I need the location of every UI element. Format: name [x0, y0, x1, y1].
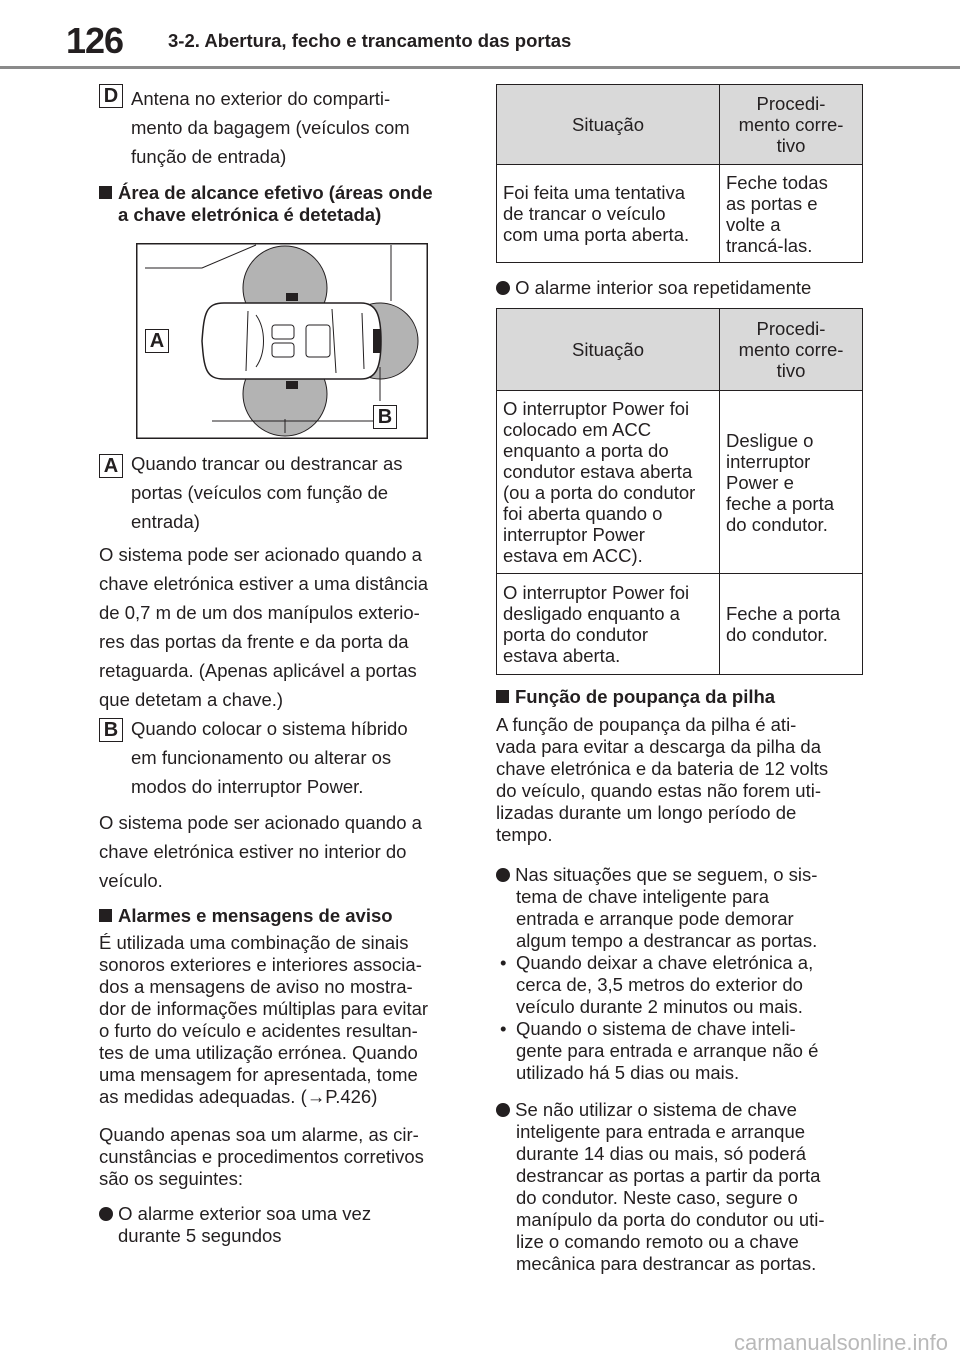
paragraph-line: O sistema pode ser acionado quando a [99, 544, 422, 565]
paragraph-line: res das portas da frente e da porta da [99, 631, 409, 652]
paragraph-line: tempo. [496, 824, 553, 845]
paragraph-line: cunstâncias e procedimentos corretivos [99, 1146, 424, 1167]
bullet-line: destrancar as portas a partir da porta [516, 1165, 821, 1186]
paragraph-line: chave eletrónica e da bateria de 12 volts [496, 758, 829, 779]
dot-bullet-icon: • [500, 952, 507, 973]
bullet-line: utilizado há 5 dias ou mais. [516, 1062, 740, 1083]
area-heading-line: Área de alcance efetivo (áreas onde [118, 182, 433, 203]
label-a: A [99, 454, 123, 478]
section-title: 3-2. Abertura, fecho e trancamento das portas [168, 30, 572, 51]
d-description [131, 84, 410, 171]
battery-bullet-1 [496, 864, 818, 1084]
a-description [131, 449, 403, 536]
paragraph-line: O sistema pode ser acionado quando a [99, 812, 422, 833]
paragraph-line: do veículo, quando estas não forem uti- [496, 780, 821, 801]
area-heading [99, 182, 433, 226]
table-exterior-alarm [496, 84, 863, 263]
label-b: B [99, 718, 123, 742]
bullet-line: Quando o sistema de chave inteli- [516, 1018, 796, 1039]
paragraph-line: de 0,7 m de um dos manípulos exterio- [99, 602, 420, 623]
b-line: em funcionamento ou alterar os [131, 747, 392, 768]
bullet-line: tema de chave inteligente para [516, 886, 770, 907]
paragraph-line: vada para evitar a descarga da pilha da [496, 736, 821, 757]
paragraph-line: veículo. [99, 870, 163, 891]
round-bullet-icon [496, 868, 510, 882]
bullet-line: durante 5 segundos [118, 1225, 282, 1246]
area-heading-line: a chave eletrónica é detetada) [118, 204, 382, 225]
alarm-heading-text: Alarmes e mensagens de aviso [118, 905, 393, 926]
battery-heading [496, 686, 775, 708]
bullet-line: do condutor. Neste caso, segure o [516, 1187, 798, 1208]
square-bullet-icon [99, 909, 112, 922]
bullet-line: mecânica para destrancar as portas. [516, 1253, 817, 1274]
b-description [131, 714, 408, 801]
table-cell: Feche a porta do condutor. [720, 574, 863, 675]
paragraph-line: tes de uma utilização errónea. Quando [99, 1042, 418, 1063]
a-line: portas (veículos com função de [131, 482, 389, 503]
header-rule [0, 66, 960, 69]
bullet-line: veículo durante 2 minutos ou mais. [516, 996, 803, 1017]
paragraph-line: são os seguintes: [99, 1168, 243, 1189]
paragraph-line: que detetam a chave.) [99, 689, 284, 710]
square-bullet-icon [496, 690, 509, 703]
dot-bullet-icon: • [500, 1018, 507, 1039]
paragraph-line: retaguarda. (Apenas aplicável a portas [99, 660, 417, 681]
battery-heading-text: Função de poupança da pilha [515, 686, 776, 707]
paragraph-line: as medidas adequadas. (→P.426) [99, 1086, 378, 1107]
a-paragraph [99, 540, 428, 714]
figure-label-b: B [373, 405, 397, 429]
round-bullet-icon [99, 1207, 113, 1221]
bullet-line: Se não utilizar o sistema de chave [515, 1099, 797, 1120]
alarm-paragraph-2 [99, 1124, 424, 1190]
paragraph-line: dor de informações múltiplas para evitar [99, 998, 429, 1019]
page-number: 126 [66, 20, 124, 61]
b-paragraph [99, 808, 422, 895]
bullet-line: algum tempo a destrancar as portas. [516, 930, 818, 951]
bullet-line: cerca de, 3,5 metros do exterior do [516, 974, 803, 995]
alarm-heading [99, 905, 393, 927]
bullet-line: durante 14 dias ou mais, só poderá [516, 1143, 807, 1164]
int-alarm-bullet [496, 277, 811, 299]
table-header-procedure: Procedi- mento corre- tivo [720, 309, 863, 391]
paragraph-line: A função de poupança da pilha é ati- [496, 714, 797, 735]
bullet-line: inteligente para entrada e arranque [516, 1121, 806, 1142]
bullet-line: lize o comando remoto ou a chave [516, 1231, 799, 1252]
a-line: entrada) [131, 511, 200, 532]
paragraph-line: Quando apenas soa um alarme, as cir- [99, 1124, 419, 1145]
bullet-line: O alarme interior soa repetidamente [515, 277, 812, 298]
d-line: Antena no exterior do comparti- [131, 88, 391, 109]
b-line: Quando colocar o sistema híbrido [131, 718, 408, 739]
paragraph-line: uma mensagem for apresentada, tome [99, 1064, 418, 1085]
label-d: D [99, 84, 123, 108]
paragraph-line: dos a mensagens de aviso no mostra- [99, 976, 413, 997]
paragraph-line: o furto do veículo e acidentes resultan- [99, 1020, 418, 1041]
bullet-line: manípulo da porta do condutor ou uti- [516, 1209, 825, 1230]
figure-label-a: A [145, 329, 169, 353]
ext-alarm-bullet [99, 1203, 371, 1247]
paragraph-line: chave eletrónica estiver a uma distância [99, 573, 429, 594]
bullet-line: Quando deixar a chave eletrónica a, [516, 952, 814, 973]
table-cell: O interruptor Power foi desligado enquanto a porta do condutor estava aberta. [497, 574, 720, 675]
table-cell: Feche todas as portas e volte a trancá-las. [720, 165, 863, 263]
table-interior-alarm [496, 308, 863, 675]
bullet-line: Nas situações que se seguem, o sis- [515, 864, 818, 885]
table-header-situation: Situação [497, 309, 720, 391]
table-cell: O interruptor Power foi colocado em ACC enquanto a porta do condutor estava aberta (ou a porta do condutor foi aberta quando o interruptor Power estava em ACC). [497, 391, 720, 574]
watermark: carmanualsonline.info [733, 1330, 948, 1355]
bullet-line: O alarme exterior soa uma vez [118, 1203, 372, 1224]
b-line: modos do interruptor Power. [131, 776, 364, 797]
round-bullet-icon [496, 281, 510, 295]
table-header-procedure: Procedi- mento corre- tivo [720, 85, 863, 165]
paragraph-line: É utilizada uma combinação de sinais [99, 932, 409, 953]
bullet-line: gente para entrada e arranque não é [516, 1040, 819, 1061]
table-cell: Foi feita uma tentativa de trancar o veículo com uma porta aberta. [497, 165, 720, 263]
d-line: função de entrada) [131, 146, 287, 167]
square-bullet-icon [99, 186, 112, 199]
paragraph-line: lizadas durante um longo período de [496, 802, 797, 823]
alarm-paragraph [99, 932, 428, 1108]
table-cell: Desligue o interruptor Power e feche a porta do condutor. [720, 391, 863, 574]
paragraph-line: sonoros exteriores e interiores associa- [99, 954, 422, 975]
battery-paragraph [496, 714, 828, 846]
paragraph-line: chave eletrónica estiver no interior do [99, 841, 407, 862]
round-bullet-icon [496, 1103, 510, 1117]
battery-bullet-2 [496, 1099, 825, 1275]
d-line: mento da bagagem (veículos com [131, 117, 410, 138]
a-line: Quando trancar ou destrancar as [131, 453, 403, 474]
bullet-line: entrada e arranque pode demorar [516, 908, 794, 929]
table-header-situation: Situação [497, 85, 720, 165]
